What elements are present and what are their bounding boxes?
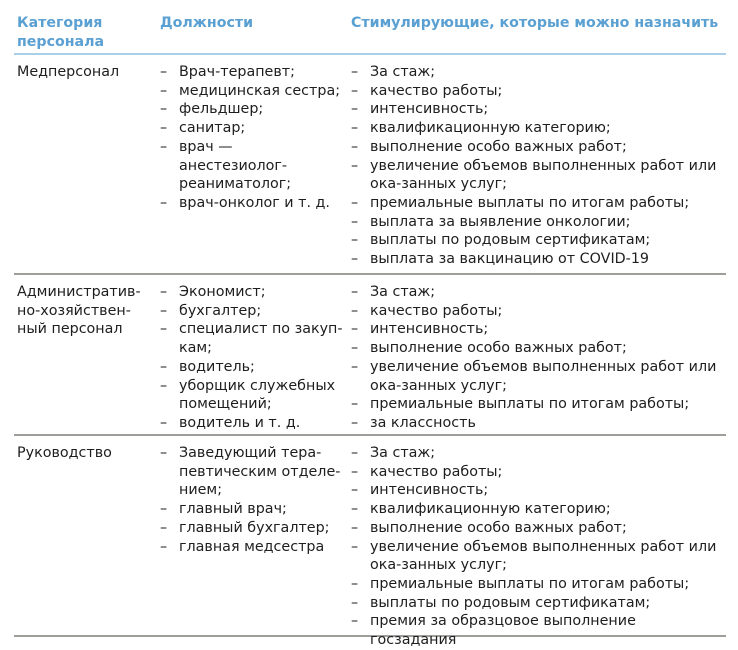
dash-bullet: – [351,519,359,536]
list-item-text: За стаж; [370,64,436,80]
list-item-text: медицинская сестра; [179,82,341,99]
list-item [351,395,726,414]
dash-bullet: – [160,538,168,555]
list-item [160,100,345,119]
list-item-text: качество работы; [370,302,503,319]
list-item [351,339,726,358]
list-item-text: Заведующий тера-певтическим отделе-нием; [179,445,341,499]
table-row [14,436,726,649]
dash-bullet: – [351,251,359,268]
bullet-list [160,63,345,213]
bullet-list [160,283,345,433]
dash-bullet: – [351,302,359,319]
list-item [160,320,345,357]
list-item-text: водитель; [179,358,255,375]
dash-bullet: – [351,594,359,611]
dash-bullet: – [160,358,168,375]
list-item [351,500,726,519]
list-item [351,575,726,594]
list-item [351,138,726,157]
dash-bullet: – [351,82,359,99]
list-item-text: интенсивность; [370,321,489,338]
dash-bullet: – [351,232,359,249]
list-item [160,519,345,538]
dash-bullet: – [351,101,359,118]
list-item-text: главный врач; [179,501,287,518]
list-item [351,519,726,538]
header-positions: Должности [160,15,254,31]
positions-cell [160,283,345,433]
dash-bullet: – [351,501,359,518]
list-item-text: врач — анестезиолог-реаниматолог; [179,138,292,193]
dash-bullet: – [351,463,359,480]
dash-bullet: – [160,138,168,155]
list-item [160,414,345,433]
list-item-text: фельдшер; [179,101,264,118]
dash-bullet: – [160,194,168,211]
dash-bullet: – [160,302,168,319]
bullet-list [351,283,726,433]
dash-bullet: – [351,284,359,300]
list-item [351,283,726,302]
list-item [351,414,726,433]
dash-bullet: – [351,445,359,461]
list-item-text: выполнение особо важных работ; [370,138,627,155]
dash-bullet: – [160,519,168,536]
list-item-text: выплаты по родовым сертификатам; [370,594,651,611]
list-item [351,194,726,213]
dash-bullet: – [160,414,168,431]
bullet-list [160,444,345,556]
positions-cell [160,63,345,213]
dash-bullet: – [160,101,168,118]
dash-bullet: – [160,321,168,338]
dash-bullet: – [351,414,359,431]
list-item [351,594,726,613]
list-item [351,481,726,500]
list-item-text: увеличение объемов выполненных работ или ока-занных услуг; [370,358,717,394]
header-incentives: Стимулирующие, которые можно назначить [351,15,719,31]
list-item [351,612,726,649]
list-item-text: премиальные выплаты по итогам работы; [370,575,690,592]
list-item [160,63,345,82]
list-item-text: премиальные выплаты по итогам работы; [370,194,690,211]
dash-bullet: – [351,64,359,80]
dash-bullet: – [351,482,359,499]
incentives-cell [351,444,726,650]
list-item [351,358,726,395]
list-item-text: выплата за вакцинацию от COVID-19 [370,251,650,268]
dash-bullet: – [160,120,168,137]
dash-bullet: – [160,445,168,461]
list-item-text: врач-онколог и т. д. [179,194,330,211]
list-item-text: квалификационную категорию; [370,120,611,137]
list-item-text: премиальные выплаты по итогам работы; [370,396,690,413]
list-item-text: За стаж; [370,284,436,300]
list-item-text: качество работы; [370,463,503,480]
list-item [160,302,345,321]
list-item [160,119,345,138]
list-item [351,100,726,119]
list-item-text: увеличение объемов выполненных работ или ока-занных услуг; [370,157,717,193]
category-cell: Медперсонал [17,64,120,80]
list-item [351,320,726,339]
list-item-text: премия за образцовое выполнение госзадания [370,613,636,649]
list-item-text: интенсивность; [370,482,489,499]
list-item [351,444,726,463]
list-item-text: бухгалтер; [179,302,262,319]
dash-bullet: – [351,396,359,413]
list-item [351,213,726,232]
list-item [160,538,345,557]
positions-cell [160,444,345,556]
list-item-text: интенсивность; [370,101,489,118]
list-item [351,82,726,101]
list-item-text: главный бухгалтер; [179,519,330,536]
dash-bullet: – [351,120,359,137]
table-header [14,0,726,55]
dash-bullet: – [351,138,359,155]
list-item-text: увеличение объемов выполненных работ или ока-занных услуг; [370,538,717,574]
list-item [160,500,345,519]
list-item [160,358,345,377]
incentives-cell [351,283,726,433]
dash-bullet: – [351,613,359,630]
list-item [351,231,726,250]
list-item-text: выполнение особо важных работ; [370,519,627,536]
list-item-text: выполнение особо важных работ; [370,340,627,357]
dash-bullet: – [160,82,168,99]
dash-bullet: – [351,575,359,592]
table-row [14,275,726,436]
list-item [351,63,726,82]
list-item [160,194,345,213]
dash-bullet: – [160,377,168,394]
list-item [160,82,345,101]
list-item-text: санитар; [179,120,246,137]
dash-bullet: – [160,64,168,80]
list-item [160,444,345,500]
list-item [351,119,726,138]
list-item-text: Врач-терапевт; [179,64,295,80]
dash-bullet: – [351,321,359,338]
incentives-cell [351,63,726,269]
list-item-text: специалист по закуп-кам; [179,321,343,357]
list-item-text: квалификационную категорию; [370,501,611,518]
dash-bullet: – [351,194,359,211]
list-item [160,138,345,194]
dash-bullet: – [160,501,168,518]
bullet-list [351,63,726,269]
list-item-text: выплаты по родовым сертификатам; [370,232,651,249]
list-item-text: за классность [370,414,476,431]
dash-bullet: – [351,538,359,555]
dash-bullet: – [351,340,359,357]
list-item [160,377,345,414]
list-item-text: Экономист; [179,284,266,300]
header-category: Категория персонала [17,15,105,50]
list-item [351,302,726,321]
table-row [14,55,726,275]
dash-bullet: – [351,157,359,174]
list-item-text: качество работы; [370,82,503,99]
incentives-table [14,0,726,649]
category-cell: Административ-но-хозяйствен-ный персонал [17,284,141,338]
list-item [351,250,726,269]
dash-bullet: – [351,213,359,230]
dash-bullet: – [351,358,359,375]
dash-bullet: – [160,284,168,300]
list-item-text: выплата за выявление онкологии; [370,213,631,230]
list-item-text: главная медсестра [179,538,325,555]
list-item [160,283,345,302]
category-cell: Руководство [17,445,112,461]
list-item [351,157,726,194]
list-item-text: уборщик служебных помещений; [179,377,336,413]
bullet-list [351,444,726,650]
list-item-text: За стаж; [370,445,436,461]
list-item [351,538,726,575]
list-item-text: водитель и т. д. [179,414,301,431]
list-item [351,463,726,482]
